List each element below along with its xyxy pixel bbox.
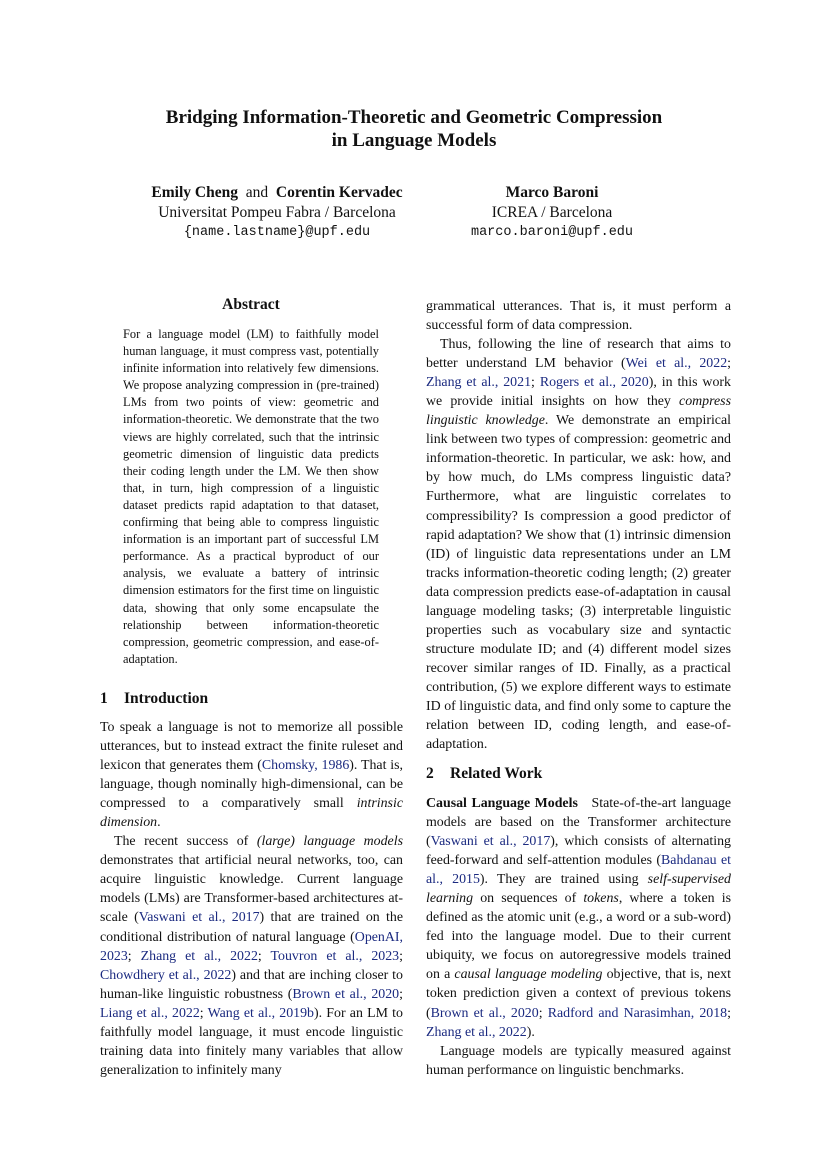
- paragraph-heading: Causal Language Models: [426, 796, 578, 811]
- citation-link[interactable]: Liang et al., 2022: [100, 1005, 200, 1021]
- citation-link[interactable]: Zhang et al., 2022: [426, 1024, 527, 1040]
- citation-link[interactable]: Wei et al., 2022: [625, 356, 728, 372]
- email: {name.lastname}@upf.edu: [183, 225, 371, 240]
- author-block-left: Emily Cheng and Corentin Kervadec Universitat Pompeu Fabra / Barcelona {name.lastname}@upf.edu: [118, 183, 436, 243]
- paragraph: To speak a language is not to memorize all possible utterances, but to instead extract the finite ruleset and lexicon that generates them (Chomsky, 1986). That is, language, though nominally high-dimensional, can be compressed to a comparatively small intrinsic dimension.: [100, 720, 403, 831]
- affiliation: ICREA / Barcelona: [491, 204, 613, 221]
- citation-link[interactable]: Radford and Narasimhan, 2018: [547, 1005, 728, 1021]
- paragraph: Thus, following the line of research that aims to better understand LM behavior (Wei et al., 2022; Zhang et al., 2021; Rogers et al., 2020), in this work we provide initial insights on how they compress linguistic knowledge. We demonstrate an empirical link between two types of compression: geometric and information-theoretic. In particular, we ask: how, and by how much, do LMs compress linguistic data? Furthermore, what are linguistic correlates to compressibility? Is compression a good predictor of rapid adaptation? We show that (1) intrinsic dimension (ID) of linguistic data representations under an LM tracks information-theoretic coding length; (2) greater data compression predicts ease-of-adaptation in causal language modeling tasks; (3) interpretable linguistic properties such as vocabulary size and syntactic structure modulate ID; and (4) different model sizes recover similar ranges of ID. Finally, as a practical contribution, (5) we explore different ways to estimate ID of linguistic data, and find only some to capture the relation between ID, coding length, and ease-of-adaptation.: [426, 337, 731, 753]
- paragraph: grammatical utterances. That is, it must perform a successful form of data compression.: [426, 299, 731, 334]
- paragraph: Causal Language Models State-of-the-art language models are based on the Transformer architecture (Vaswani et al., 2017), which consists of alternating feed-forward and self-attention modules (Bahdanau et al., 2015). They are trained using self-supervised learning on sequences of tokens, where a token is defined as the atomic unit (e.g., a word or a sub-word) fed into the language model. Due to their current ubiquity, we focus on autoregressive models trained on a causal language modeling objective, that is, next token prediction given a context of previous tokens (Brown et al., 2020; Radford and Narasimhan, 2018; Zhang et al., 2022).: [426, 796, 732, 1040]
- email: marco.baroni@upf.edu: [470, 225, 634, 240]
- author-name: Marco Baroni: [505, 184, 599, 201]
- citation-link[interactable]: Bahdanau et al., 2015: [426, 853, 731, 888]
- citation-link[interactable]: Brown et al., 2020: [292, 986, 400, 1002]
- citation-link[interactable]: Chowdhery et al., 2022: [100, 967, 232, 983]
- paragraph: The recent success of (large) language models demonstrates that artificial neural networks, too, can acquire linguistic knowledge. Current language models (LMs) are Transformer-based architectures at-scale (Vaswani et al., 2017) that are trained on the conditional distribution of natural language (OpenAI, 2023; Zhang et al., 2022; Touvron et al., 2023; Chowdhery et al., 2022) and that are inching closer to human-like linguistic robustness (Brown et al., 2020; Liang et al., 2022; Wang et al., 2019b). For an LM to faithfully model language, it must encode linguistic training data into finitely many variables that allow generalization to infinitely many: [100, 834, 404, 1078]
- intro-body: [100, 718, 403, 1080]
- section-heading-introduction: 1 Introduction: [100, 690, 209, 707]
- citation-link[interactable]: OpenAI, 2023: [100, 929, 403, 964]
- author-name: Corentin Kervadec: [275, 184, 403, 201]
- related-work-body: [426, 794, 731, 1080]
- citation-link[interactable]: Vaswani et al., 2017: [138, 910, 260, 926]
- affiliation: Universitat Pompeu Fabra / Barcelona: [158, 204, 396, 221]
- paper-title: Bridging Information-Theoretic and Geometric Compression in Language Models: [165, 107, 663, 151]
- author-name: Emily Cheng: [151, 184, 238, 201]
- citation-link[interactable]: Vaswani et al., 2017: [430, 834, 551, 850]
- citation-link[interactable]: Zhang et al., 2022: [140, 948, 258, 964]
- paragraph: Language models are typically measured against human performance on linguistic benchmarks.: [426, 1043, 731, 1078]
- citation-link[interactable]: Zhang et al., 2021: [426, 375, 532, 391]
- abstract-heading: Abstract: [222, 296, 280, 313]
- author-block-right: [432, 183, 672, 243]
- citation-link[interactable]: Brown et al., 2020: [430, 1005, 539, 1021]
- citation-link[interactable]: Chomsky, 1986: [261, 758, 350, 774]
- section-heading-related-work: 2 Related Work: [426, 765, 543, 782]
- citation-link[interactable]: Wang et al., 2019b: [207, 1005, 314, 1021]
- abstract-text: For a language model (LM) to faithfully model human language, it must compress vast, potentially infinite information into relatively few dimensions. We propose analyzing compression in (pre-trained) LMs from two points of view: geometric and information-theoretic. We demonstrate that the two views are highly correlated, such that the intrinsic geometric dimension of linguistic data predicts their coding length under the LM. We then show that, in turn, high compression of a linguistic dataset predicts rapid adaptation to that dataset, confirming that being able to compress linguistic information is an important part of successful LM performance. As a practical byproduct of our analysis, we evaluate a battery of intrinsic dimension estimators for the first time on linguistic data, showing that only some encapsulate the relationship between information-theoretic compression, geometric compression, and ease-of-adaptation.: [123, 327, 379, 666]
- citation-link[interactable]: Touvron et al., 2023: [270, 948, 400, 964]
- citation-link[interactable]: Rogers et al., 2020: [539, 375, 649, 391]
- right-column-intro: [426, 297, 731, 754]
